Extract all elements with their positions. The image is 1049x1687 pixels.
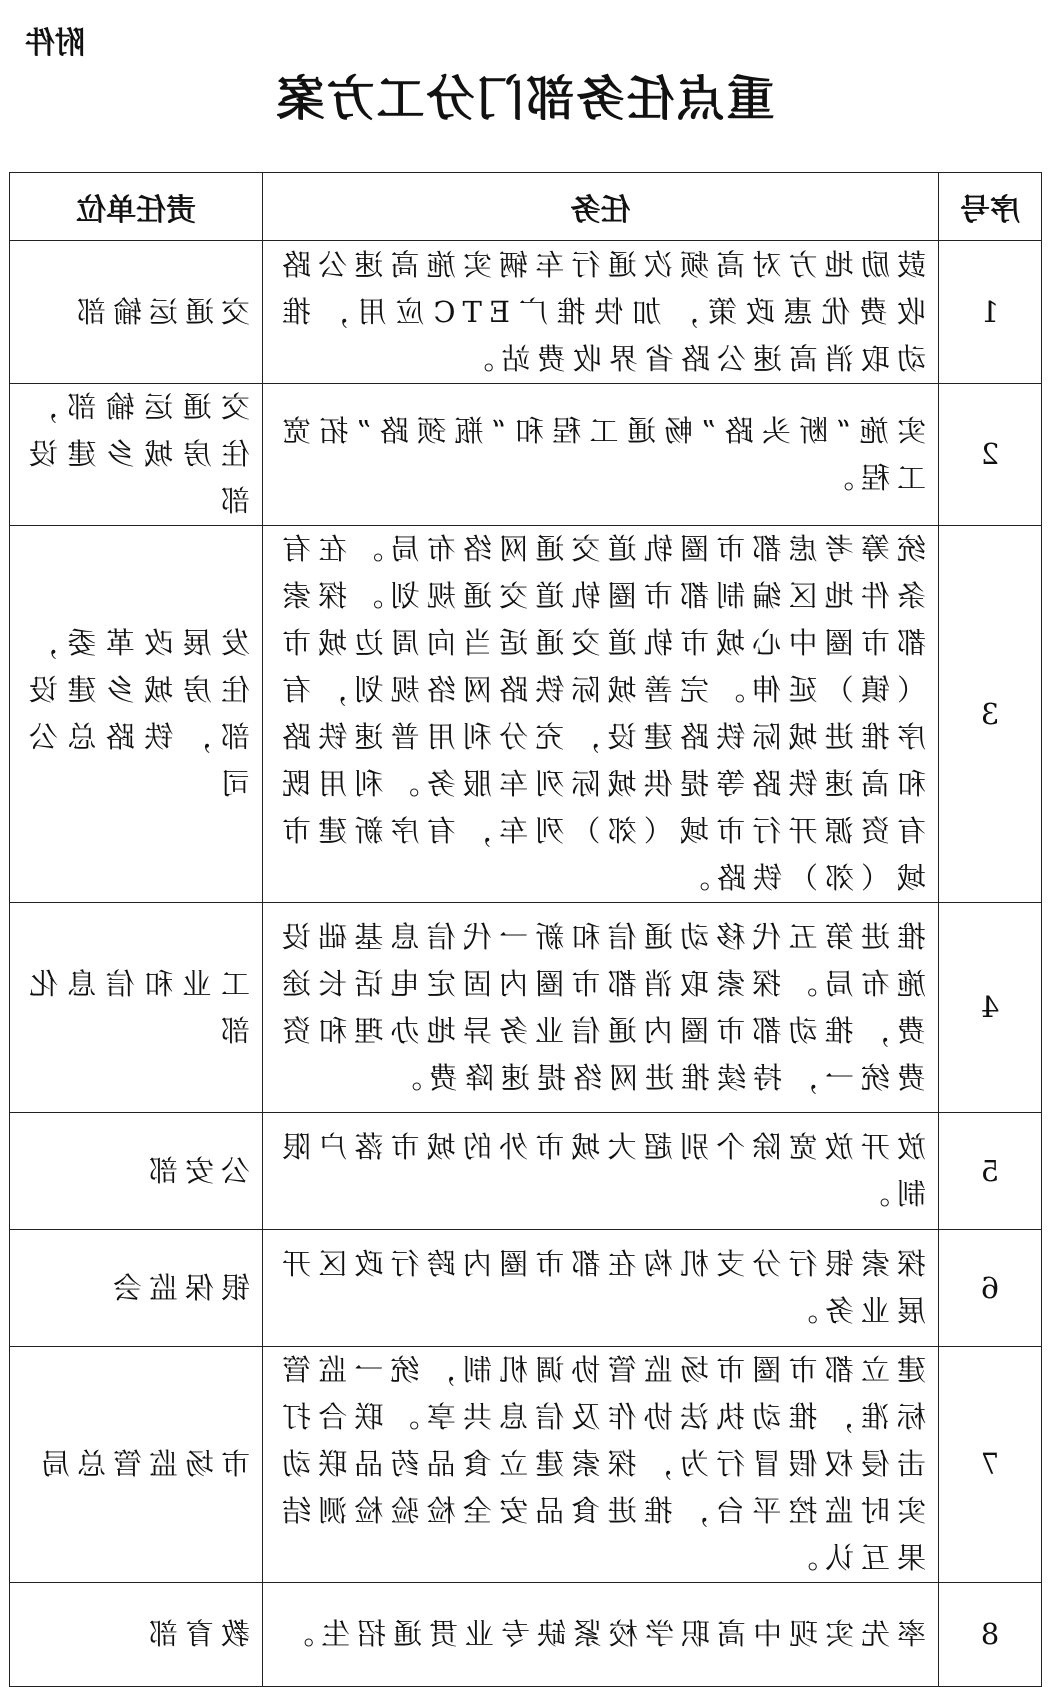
task-division-table: [9, 172, 1042, 1687]
table-row: [10, 526, 1042, 903]
row-unit: 公安部: [10, 1113, 263, 1230]
table-header-row: [10, 173, 1042, 241]
table-row: [10, 1113, 1042, 1230]
row-task: 鼓励地方对高频次通行车辆实施高速公路收费优惠政策，加快推广ETC应用，推动取消高速公路省界收费站。: [263, 241, 939, 384]
header-number: 序号: [939, 173, 1042, 241]
row-unit: 发展改革委，住房城乡建设部，铁路总公司: [10, 526, 263, 903]
row-number: 3: [939, 526, 1042, 903]
row-number: 1: [939, 241, 1042, 384]
row-number: 7: [939, 1347, 1042, 1583]
header-task: 任务: [263, 173, 939, 241]
row-task: 放开放宽除个别超大城市外的城市落户限制。: [263, 1113, 939, 1230]
row-task: 建立都市圈市场监管协调机制，统一监管标准，推动执法协作及信息共享。联合打击侵权假冒行为，探索建立食品药品联动实时监控平台，推进食品安全检验检测结果互认。: [263, 1347, 939, 1583]
row-number: 2: [939, 384, 1042, 526]
document-title: 重点任务部门分工方案: [274, 71, 775, 127]
table-row: [10, 241, 1042, 384]
header-unit: 责任单位: [10, 173, 263, 241]
row-unit: 市场监管总局: [10, 1347, 263, 1583]
row-number: 6: [939, 1230, 1042, 1347]
row-unit: 银保监会: [10, 1230, 263, 1347]
row-number: 5: [939, 1113, 1042, 1230]
row-task: 推进第五代移动通信和新一代信息基础设施布局。探索取消都市圈内固定电话长途费，推动都市圈内通信业务异地办理和资费统一，持续推进网络提速降费。: [263, 903, 939, 1113]
attachment-label: 附件: [25, 26, 85, 61]
row-task: 率先实现中高职学校紧缺专业贯通招生。: [263, 1583, 939, 1687]
table-row: [10, 1583, 1042, 1687]
table-row: [10, 1230, 1042, 1347]
row-unit: 交通运输部: [10, 241, 263, 384]
row-task: 统筹考虑都市圈轨道交通网络布局。在有条件地区编制都市圈轨道交通规划。探索都市圈中心城市轨道交通适当向周边城市（镇）延伸。完善城际铁路网络规划，有序推进城际铁路建设，充分利用普速铁路和高速铁路等提供城际列车服务。利用既有资源开行市域（郊）列车，有序新建市域（郊）铁路。: [263, 526, 939, 903]
row-unit: 工业和信息化部: [10, 903, 263, 1113]
row-number: 8: [939, 1583, 1042, 1687]
row-task: 实施“断头路”畅通工程和“瓶颈路”拓宽工程。: [263, 384, 939, 526]
row-unit: 交通运输部，住房城乡建设部: [10, 384, 263, 526]
table-row: [10, 903, 1042, 1113]
table-row: [10, 384, 1042, 526]
row-number: 4: [939, 903, 1042, 1113]
table-row: [10, 1347, 1042, 1583]
row-unit: 教育部: [10, 1583, 263, 1687]
row-task: 探索银行分支机构在都市圈内跨行政区开展业务。: [263, 1230, 939, 1347]
